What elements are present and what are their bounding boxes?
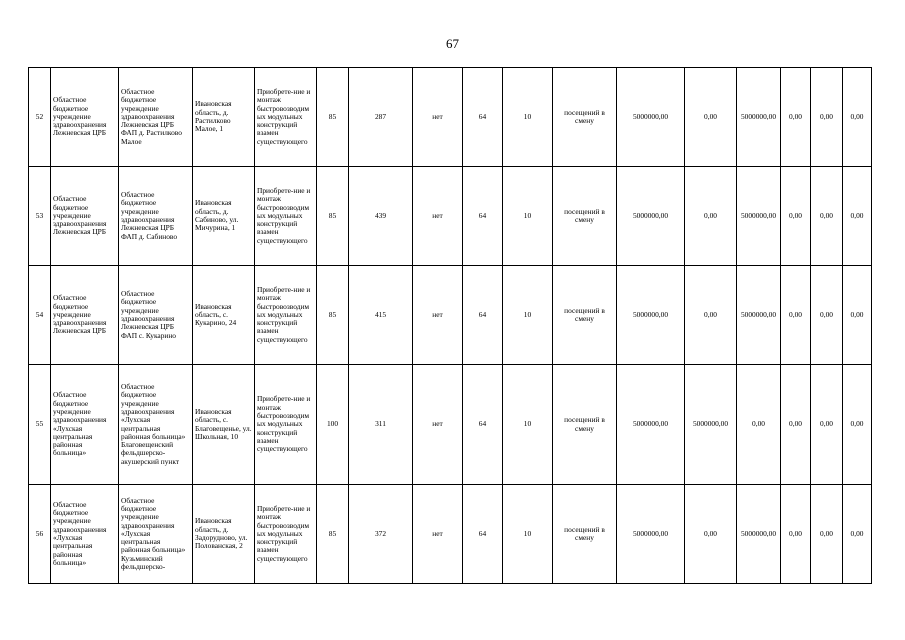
work-type-cell: Приобрете-ние и монтаж быстровозводимых модульных конструкций взамен существующего (255, 485, 317, 584)
value-cell: 10 (503, 365, 553, 485)
value-cell: нет (413, 266, 463, 365)
row-number: 53 (29, 167, 51, 266)
amount-cell: 0,00 (811, 68, 843, 167)
value-cell: 64 (463, 266, 503, 365)
value-cell: 64 (463, 68, 503, 167)
table-row (29, 485, 872, 584)
amount-cell: 5000000,00 (685, 365, 737, 485)
facility-cell: Областное бюджетное учреждение здравоохранения «Лухская центральная районная больница» Кузьминский фельдшерско- (119, 485, 193, 584)
amount-cell: 0,00 (685, 68, 737, 167)
value-cell: 85 (317, 266, 349, 365)
table-row (29, 68, 872, 167)
recipient-cell: Областное бюджетное учреждение здравоохранения Лежневская ЦРБ (51, 266, 119, 365)
value-cell: 10 (503, 485, 553, 584)
data-table (28, 67, 872, 584)
value-cell: 64 (463, 365, 503, 485)
amount-cell: 5000000,00 (617, 266, 685, 365)
amount-cell: 5000000,00 (737, 68, 781, 167)
amount-cell: 5000000,00 (617, 365, 685, 485)
row-number: 55 (29, 365, 51, 485)
address-cell: Ивановская область, д. Растилково Малое, 1 (193, 68, 255, 167)
amount-cell: 5000000,00 (737, 266, 781, 365)
amount-cell: 0,00 (685, 485, 737, 584)
amount-cell: 0,00 (811, 365, 843, 485)
unit-cell: посещений в смену (553, 167, 617, 266)
recipient-cell: Областное бюджетное учреждение здравоохранения Лежневская ЦРБ (51, 68, 119, 167)
unit-cell: посещений в смену (553, 68, 617, 167)
amount-cell: 5000000,00 (617, 167, 685, 266)
amount-cell: 5000000,00 (737, 485, 781, 584)
facility-cell: Областное бюджетное учреждение здравоохранения «Лухская центральная районная больница» Благовещенский фельдшерско-акушерский пункт (119, 365, 193, 485)
amount-cell: 0,00 (843, 266, 872, 365)
unit-cell: посещений в смену (553, 365, 617, 485)
value-cell: 287 (349, 68, 413, 167)
amount-cell: 5000000,00 (737, 167, 781, 266)
recipient-cell: Областное бюджетное учреждение здравоохранения «Лухская центральная районная больница» (51, 365, 119, 485)
recipient-cell: Областное бюджетное учреждение здравоохранения «Лухская центральная районная больница» (51, 485, 119, 584)
amount-cell: 0,00 (811, 167, 843, 266)
amount-cell: 5000000,00 (617, 485, 685, 584)
value-cell: нет (413, 68, 463, 167)
value-cell: 64 (463, 167, 503, 266)
work-type-cell: Приобрете-ние и монтаж быстровозводимых модульных конструкций взамен существующего (255, 68, 317, 167)
address-cell: Ивановская область, с. Кукарино, 24 (193, 266, 255, 365)
value-cell: нет (413, 485, 463, 584)
value-cell: 10 (503, 266, 553, 365)
amount-cell: 0,00 (737, 365, 781, 485)
amount-cell: 0,00 (843, 167, 872, 266)
table-row (29, 167, 872, 266)
amount-cell: 0,00 (781, 266, 811, 365)
amount-cell: 0,00 (781, 485, 811, 584)
value-cell: 10 (503, 167, 553, 266)
value-cell: 415 (349, 266, 413, 365)
amount-cell: 0,00 (781, 365, 811, 485)
amount-cell: 0,00 (843, 365, 872, 485)
row-number: 52 (29, 68, 51, 167)
value-cell: 85 (317, 167, 349, 266)
value-cell: нет (413, 365, 463, 485)
unit-cell: посещений в смену (553, 485, 617, 584)
amount-cell: 0,00 (685, 266, 737, 365)
table-row (29, 365, 872, 485)
amount-cell: 0,00 (685, 167, 737, 266)
page-number: 67 (446, 36, 459, 51)
value-cell: 372 (349, 485, 413, 584)
recipient-cell: Областное бюджетное учреждение здравоохранения Лежневская ЦРБ (51, 167, 119, 266)
facility-cell: Областное бюджетное учреждение здравоохранения Лежневская ЦРБ ФАП с. Кукарино (119, 266, 193, 365)
row-number: 56 (29, 485, 51, 584)
amount-cell: 5000000,00 (617, 68, 685, 167)
value-cell: 100 (317, 365, 349, 485)
amount-cell: 0,00 (843, 485, 872, 584)
value-cell: 85 (317, 68, 349, 167)
unit-cell: посещений в смену (553, 266, 617, 365)
work-type-cell: Приобрете-ние и монтаж быстровозводимых модульных конструкций взамен существующего (255, 266, 317, 365)
address-cell: Ивановская область, д. Сабиново, ул. Мичурина, 1 (193, 167, 255, 266)
work-type-cell: Приобрете-ние и монтаж быстровозводимых модульных конструкций взамен существующего (255, 167, 317, 266)
work-type-cell: Приобрете-ние и монтаж быстровозводимых модульных конструкций взамен существующего (255, 365, 317, 485)
row-number: 54 (29, 266, 51, 365)
value-cell: 64 (463, 485, 503, 584)
facility-cell: Областное бюджетное учреждение здравоохранения Лежневская ЦРБ ФАП д. Растилково Малое (119, 68, 193, 167)
table-row (29, 266, 872, 365)
value-cell: 85 (317, 485, 349, 584)
value-cell: 311 (349, 365, 413, 485)
amount-cell: 0,00 (843, 68, 872, 167)
amount-cell: 0,00 (811, 266, 843, 365)
amount-cell: 0,00 (781, 68, 811, 167)
amount-cell: 0,00 (781, 167, 811, 266)
address-cell: Ивановская область, д. Задорудново, ул. Полованская, 2 (193, 485, 255, 584)
facility-cell: Областное бюджетное учреждение здравоохранения Лежневская ЦРБ ФАП д. Сабиново (119, 167, 193, 266)
value-cell: 439 (349, 167, 413, 266)
address-cell: Ивановская область, с. Благовещенье, ул. Школьная, 10 (193, 365, 255, 485)
value-cell: нет (413, 167, 463, 266)
value-cell: 10 (503, 68, 553, 167)
amount-cell: 0,00 (811, 485, 843, 584)
